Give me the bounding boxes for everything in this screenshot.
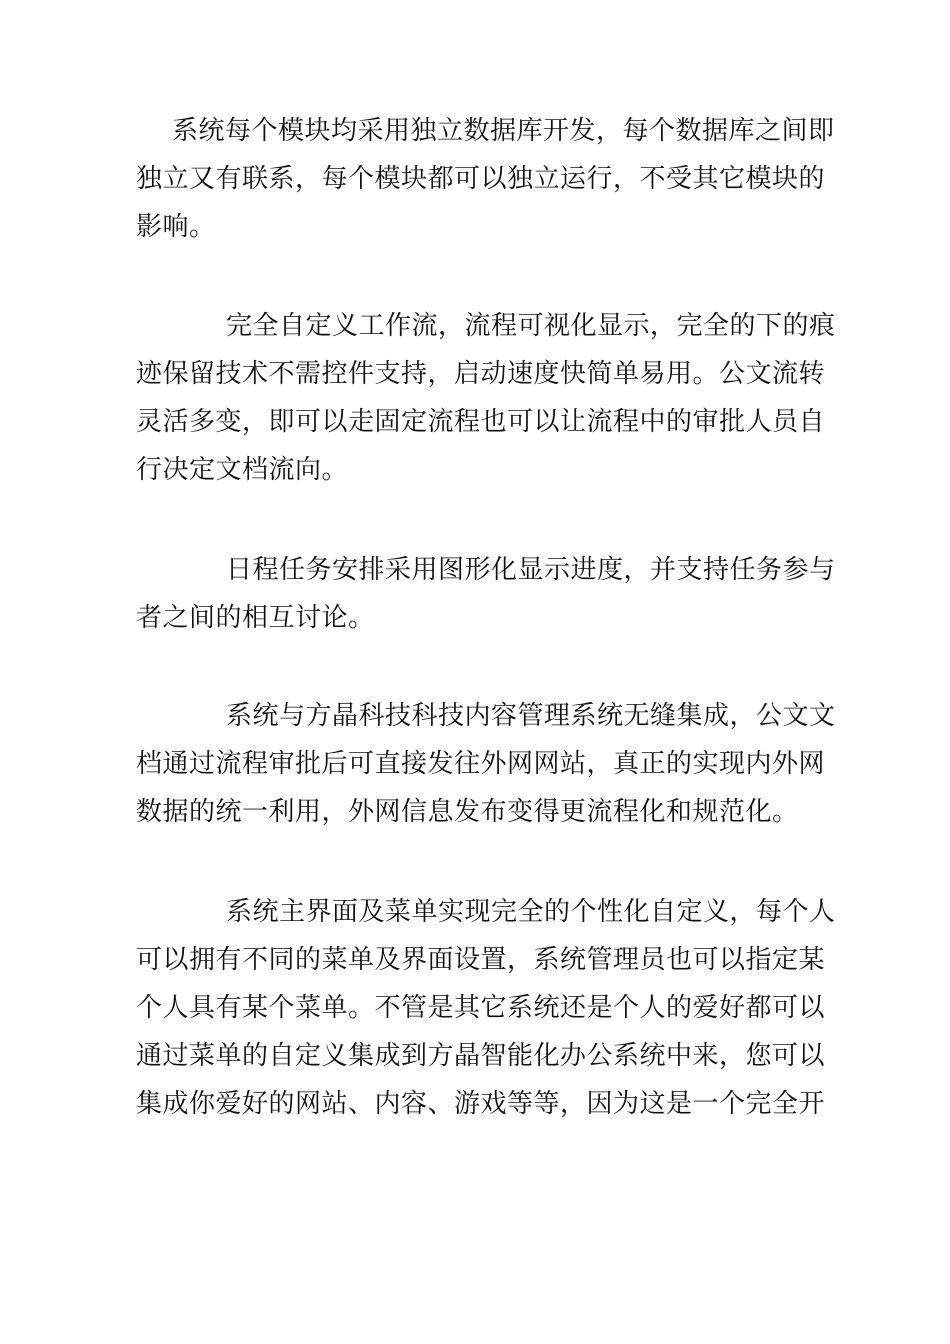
- paragraph-line: 集成你爱好的网站、内容、游戏等等，因为这是一个完全开: [136, 1089, 826, 1119]
- paragraph-line: 数据的统一利用，外网信息发布变得更流程化和规范化。: [136, 797, 799, 827]
- paragraph-line: 系统主界面及菜单实现完全的个性化自定义，每个人: [226, 897, 836, 927]
- paragraph-line: 者之间的相互讨论。: [136, 603, 375, 633]
- paragraph-line: 通过菜单的自定义集成到方晶智能化办公系统中来，您可以: [136, 1041, 826, 1071]
- paragraph-line: 迹保留技术不需控件支持，启动速度快简单易用。公文流转: [136, 359, 826, 389]
- paragraph-line: 完全自定义工作流，流程可视化显示，完全的下的痕: [226, 311, 836, 341]
- paragraph-line: 个人具有某个菜单。不管是其它系统还是个人的爱好都可以: [136, 993, 826, 1023]
- paragraph-modules: [136, 107, 835, 251]
- paragraph-line: 日程任务安排采用图形化显示进度，并支持任务参与: [226, 555, 836, 585]
- paragraph-line: 独立又有联系，每个模块都可以独立运行，不受其它模块的: [136, 164, 826, 194]
- paragraph-line: 系统每个模块均采用独立数据库开发，每个数据库之间即: [172, 116, 835, 146]
- paragraph-line: 可以拥有不同的菜单及界面设置，系统管理员也可以指定某: [136, 945, 826, 975]
- paragraph-workflow: [136, 302, 836, 494]
- paragraph-line: 影响。: [136, 212, 216, 242]
- paragraph-line: 行决定文档流向。: [136, 455, 349, 485]
- paragraph-personalization: [136, 888, 836, 1128]
- paragraph-line: 档通过流程审批后可直接发往外网网站，真正的实现内外网: [136, 749, 826, 779]
- paragraph-line: 系统与方晶科技科技内容管理系统无缝集成，公文文: [226, 701, 836, 731]
- paragraph-cms-integration: [136, 692, 836, 836]
- paragraph-schedule: [136, 546, 836, 642]
- paragraph-line: 灵活多变，即可以走固定流程也可以让流程中的审批人员自: [136, 407, 826, 437]
